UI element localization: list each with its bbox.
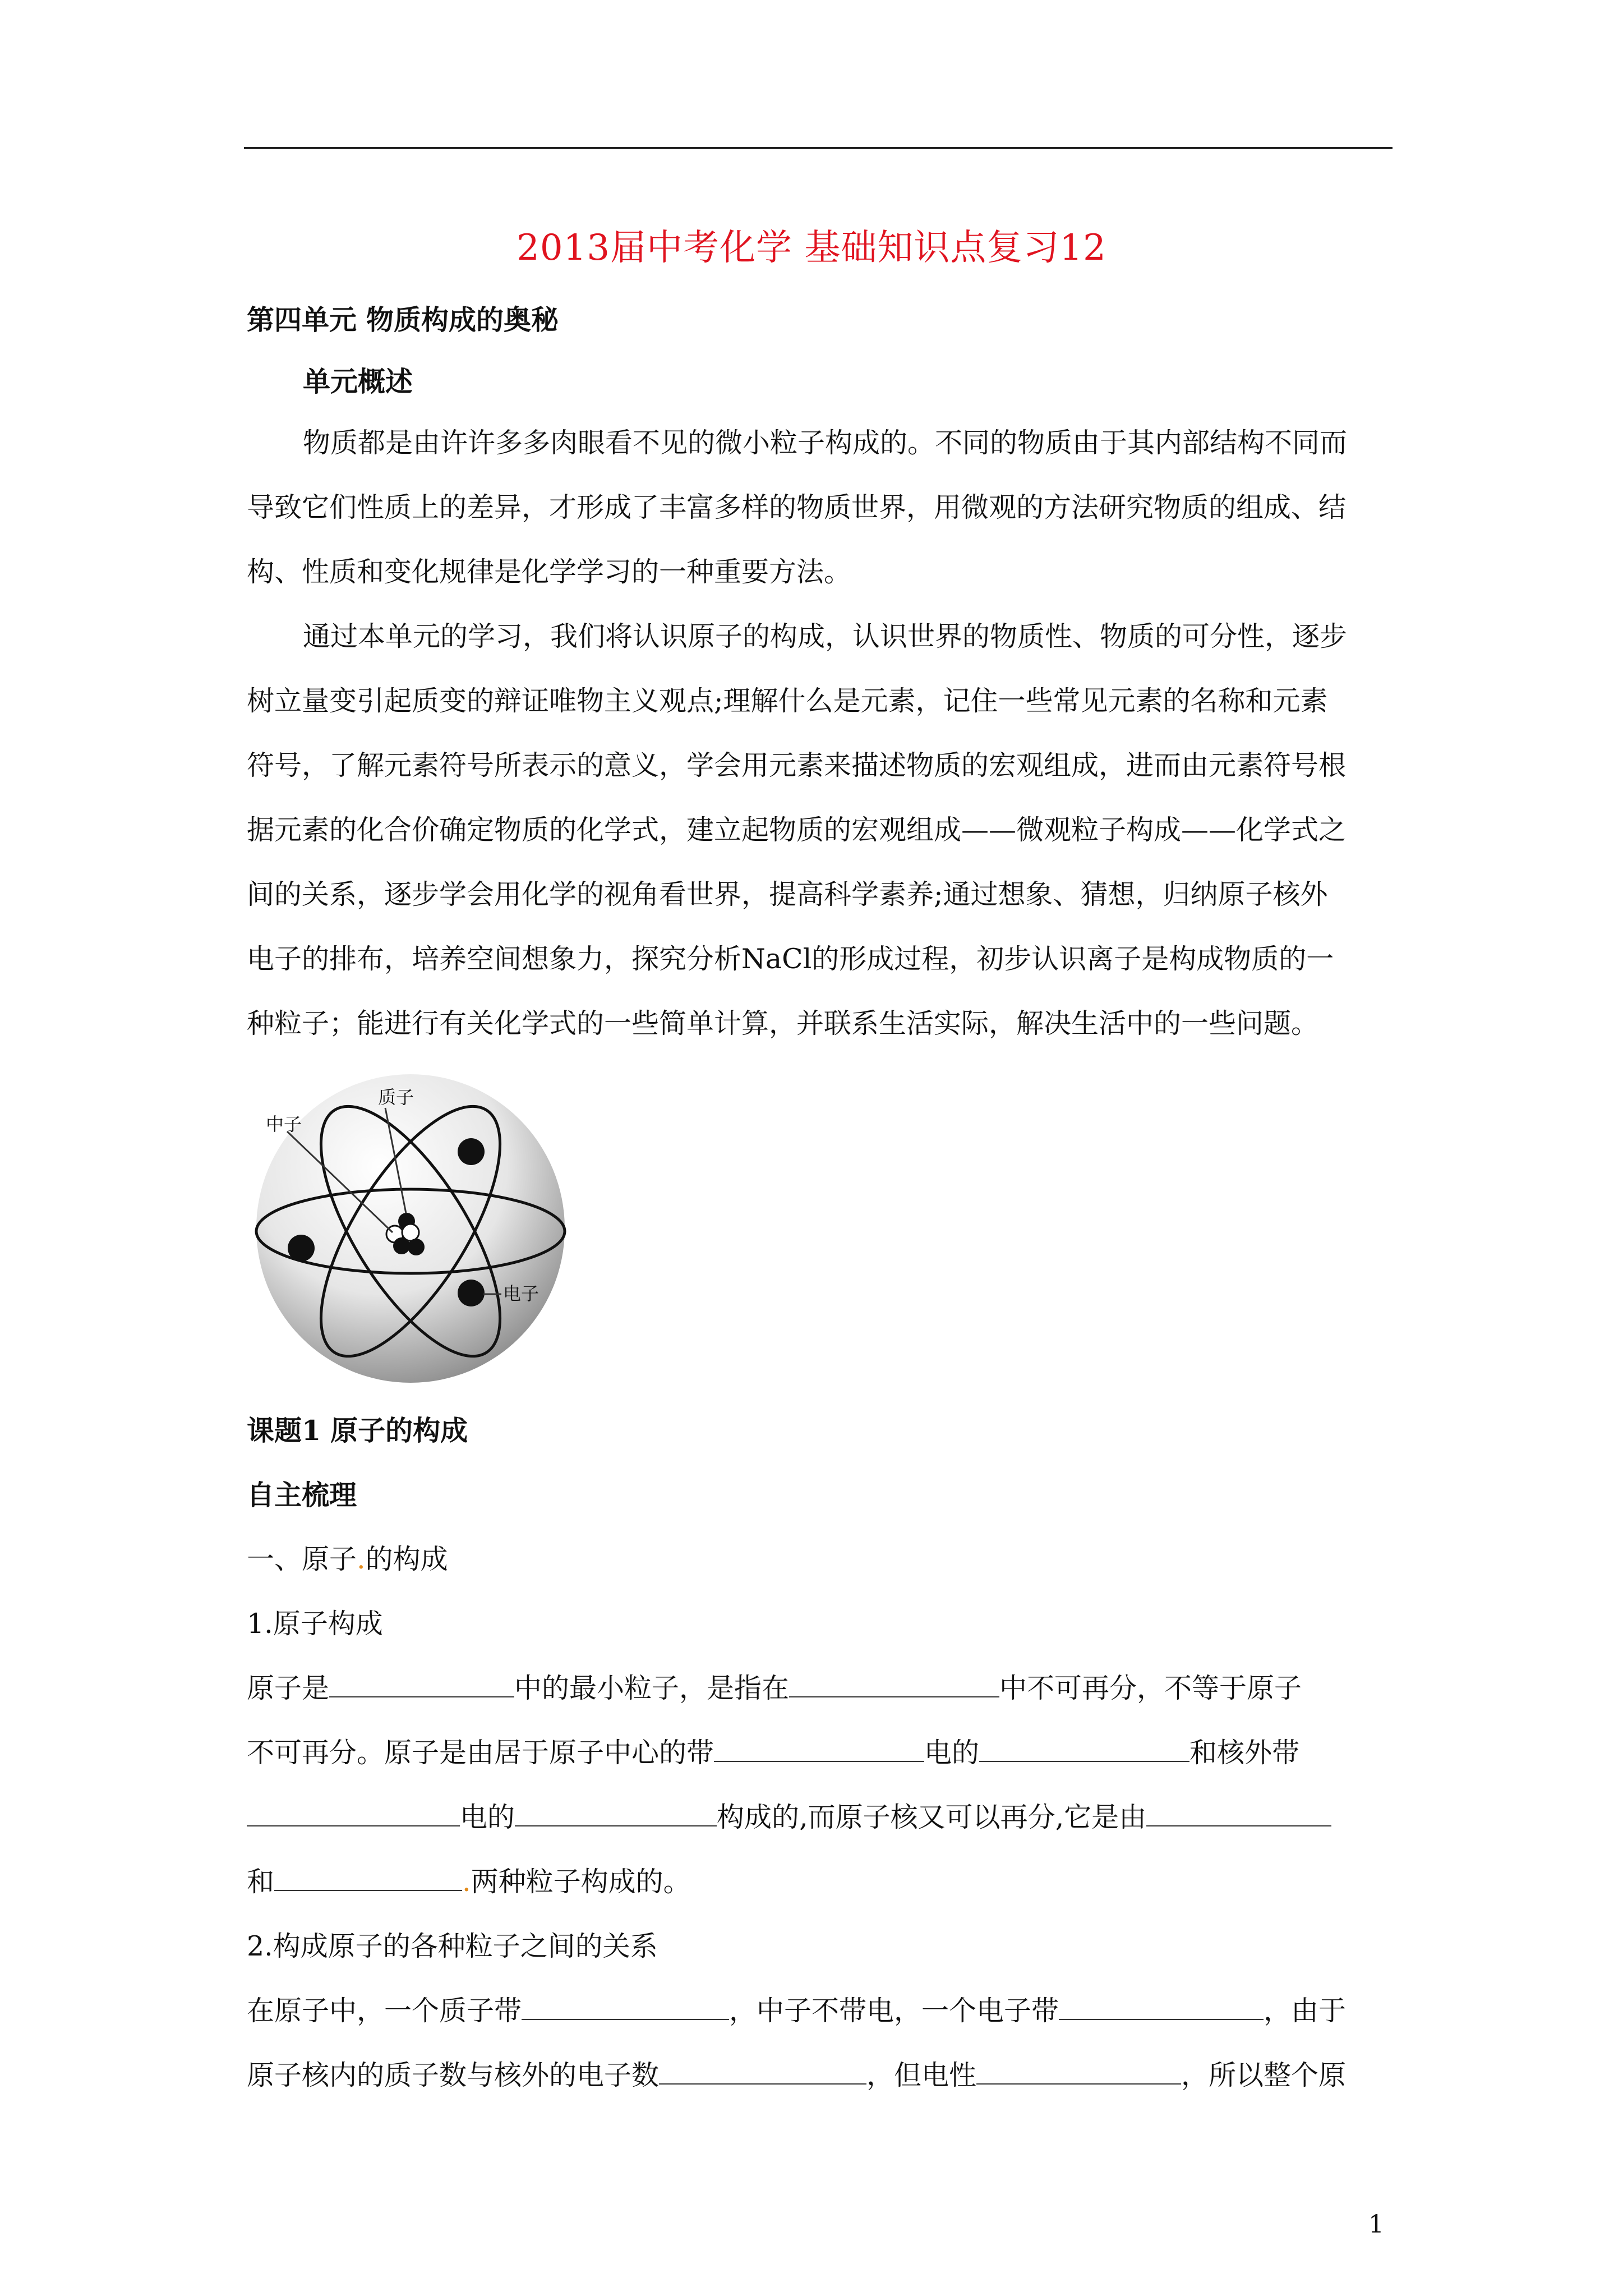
fill-blank[interactable] — [789, 1672, 999, 1697]
para2-line5: 间的关系，逐步学会用化学的视角看世界，提高科学素养;通过想象、猜想，归纳原子核外 — [247, 878, 1328, 910]
item1-line3: 电的 构成的,而原子核又可以再分,它是由 — [247, 1801, 1331, 1834]
atom-model-figure — [242, 1069, 579, 1388]
mark-dot: . — [462, 1866, 471, 1898]
electron — [458, 1280, 485, 1306]
item1-heading: 1.原子构成 — [247, 1608, 383, 1640]
neutron-label: 中子 — [266, 1114, 302, 1135]
electron — [288, 1235, 315, 1262]
para1-line3: 构、性质和变化规律是化学学习的一种重要方法。 — [247, 556, 852, 588]
para2-line4: 据元素的化合价确定物质的化学式，建立起物质的宏观组成——微观粒子构成——化学式之 — [247, 814, 1347, 846]
unit-heading: 第四单元 物质构成的奥秘 — [247, 303, 559, 336]
page-number: 1 — [1368, 2210, 1384, 2239]
document-title: 2013届中考化学 基础知识点复习12 — [517, 227, 1106, 269]
fill-blank[interactable] — [1059, 1994, 1264, 2020]
atom-model-diagram — [242, 1069, 579, 1388]
header-rule — [244, 147, 1393, 149]
item2-line1: 在原子中，一个质子带 ，中子不带电，一个电子带 ，由于 — [247, 1995, 1347, 2027]
item1-line4: 和 .两种粒子构成的。 — [247, 1866, 691, 1898]
item1-line1: 原子是 中的最小粒子，是指在 中不可再分，不等于原子 — [247, 1672, 1302, 1704]
fill-blank[interactable] — [976, 2059, 1181, 2085]
item1-line2: 不可再分。原子是由居于原子中心的带 电的 和核外带 — [247, 1737, 1300, 1769]
electron-label: 电子 — [503, 1283, 540, 1304]
overview-heading: 单元概述 — [303, 365, 413, 398]
fill-blank[interactable] — [247, 1801, 460, 1826]
para2-line6: 电子的排布，培养空间想象力，探究分析NaCl的形成过程，初步认识离子是构成物质的一 — [247, 943, 1334, 975]
para1-line2: 导致它们性质上的差异，才形成了丰富多样的物质世界，用微观的方法研究物质的组成、结 — [247, 491, 1347, 523]
mark-dot: . — [357, 1543, 366, 1575]
para1-line1: 物质都是由许许多多肉眼看不见的微小粒子构成的。不同的物质由于其内部结构不同而 — [303, 427, 1348, 459]
self-study-heading: 自主梳理 — [247, 1479, 357, 1511]
nucleus-particle — [393, 1237, 410, 1254]
para2-line7: 种粒子；能进行有关化学式的一些简单计算，并联系生活实际，解决生活中的一些问题。 — [247, 1007, 1319, 1039]
fill-blank[interactable] — [515, 1801, 717, 1826]
lesson-heading: 课题1 原子的构成 — [247, 1414, 468, 1447]
item2-heading: 2.构成原子的各种粒子之间的关系 — [247, 1930, 658, 1962]
item2-line2: 原子核内的质子数与核外的电子数 ，但电性 ，所以整个原 — [247, 2059, 1347, 2091]
proton-label: 质子 — [378, 1087, 414, 1108]
fill-blank[interactable] — [979, 1736, 1189, 1762]
fill-blank[interactable] — [1146, 1801, 1331, 1826]
para2-line3: 符号，了解元素符号所表示的意义，学会用元素来描述物质的宏观组成，进而由元素符号根 — [247, 749, 1347, 781]
fill-blank[interactable] — [714, 1736, 924, 1762]
fill-blank[interactable] — [274, 1865, 462, 1891]
nucleus-particle — [408, 1239, 425, 1255]
electron — [458, 1138, 485, 1165]
para2-line2: 树立量变引起质变的辩证唯物主义观点;理解什么是元素，记住一些常见元素的名称和元素 — [247, 685, 1328, 717]
section1-heading: 一、原子.的构成 — [247, 1543, 448, 1575]
fill-blank[interactable] — [659, 2059, 866, 2085]
para2-line1: 通过本单元的学习，我们将认识原子的构成，认识世界的物质性、物质的可分性，逐步 — [303, 620, 1348, 652]
fill-blank[interactable] — [329, 1672, 514, 1697]
fill-blank[interactable] — [522, 1994, 729, 2020]
